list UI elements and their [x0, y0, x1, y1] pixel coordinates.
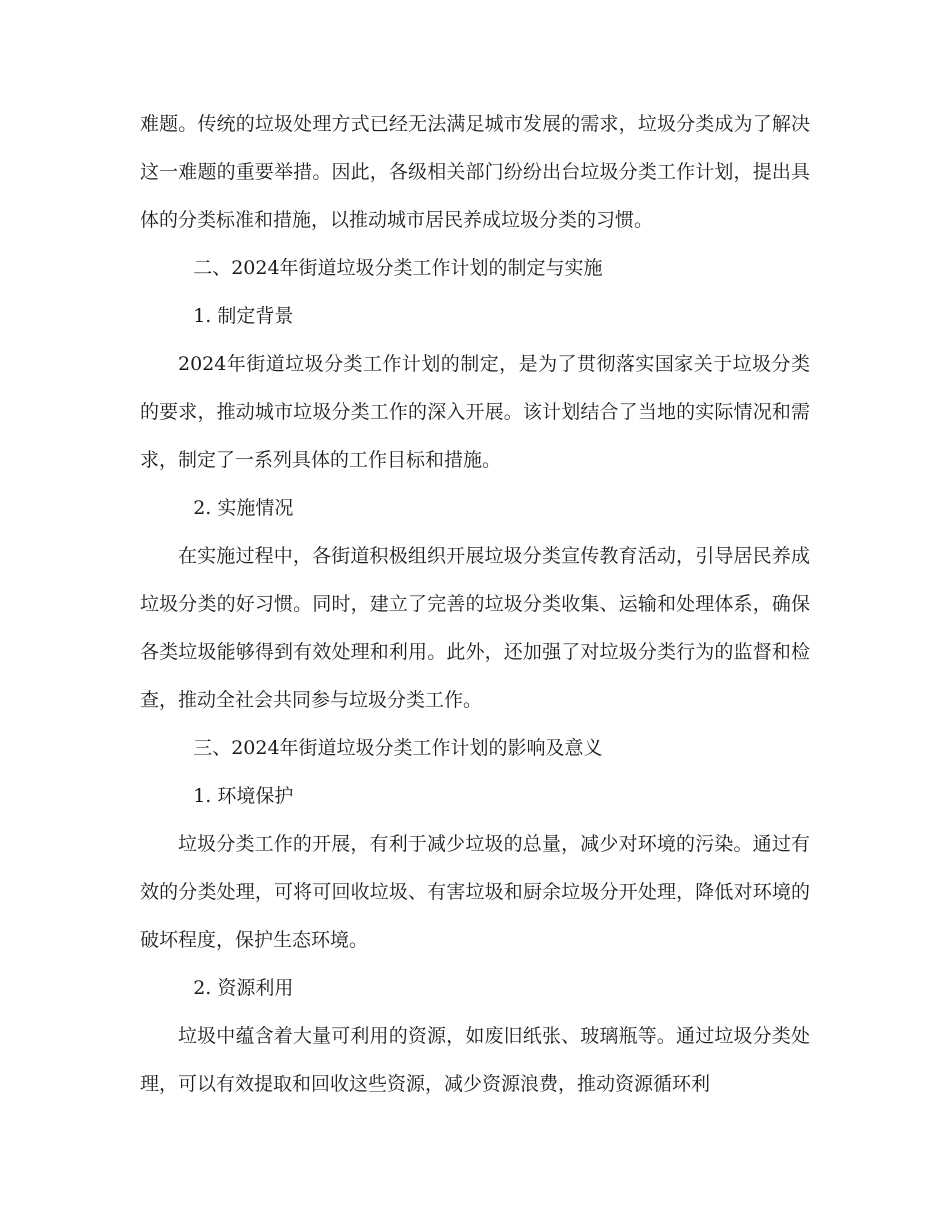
subsection-heading-implementation: 2. 实施情况 — [193, 497, 294, 519]
subsection-heading-resources: 2. 资源利用 — [193, 977, 294, 999]
subsection-heading-background: 1. 制定背景 — [193, 305, 294, 327]
paragraph-resources: 垃圾中蕴含着大量可利用的资源，如废旧纸张、玻璃瓶等。通过垃圾分类处理，可以有效提取和回收这些资源，减少资源浪费，推动资源循环利 — [140, 1025, 810, 1095]
subsection-heading-environment: 1. 环境保护 — [193, 785, 294, 807]
paragraph-implementation: 在实施过程中，各街道积极组织开展垃圾分类宣传教育活动，引导居民养成垃圾分类的好习惯。同时，建立了完善的垃圾分类收集、运输和处理体系，确保各类垃圾能够得到有效处理和利用。此外，还加强了对垃圾分类行为的监督和检查，推动全社会共同参与垃圾分类工作。 — [140, 545, 810, 711]
paragraph-environment: 垃圾分类工作的开展，有利于减少垃圾的总量，减少对环境的污染。通过有效的分类处理，可将可回收垃圾、有害垃圾和厨余垃圾分开处理，降低对环境的破坏程度，保护生态环境。 — [140, 833, 810, 951]
section-heading-2: 二、2024年街道垃圾分类工作计划的制定与实施 — [193, 257, 603, 279]
section-heading-3: 三、2024年街道垃圾分类工作计划的影响及意义 — [193, 737, 603, 759]
paragraph-continuation: 难题。传统的垃圾处理方式已经无法满足城市发展的需求，垃圾分类成为了解决这一难题的重要举措。因此，各级相关部门纷纷出台垃圾分类工作计划，提出具体的分类标准和措施，以推动城市居民养成垃圾分类的习惯。 — [140, 113, 810, 231]
document-body — [140, 100, 810, 1108]
paragraph-background: 2024年街道垃圾分类工作计划的制定，是为了贯彻落实国家关于垃圾分类的要求，推动城市垃圾分类工作的深入开展。该计划结合了当地的实际情况和需求，制定了一系列具体的工作目标和措施。 — [140, 353, 810, 471]
